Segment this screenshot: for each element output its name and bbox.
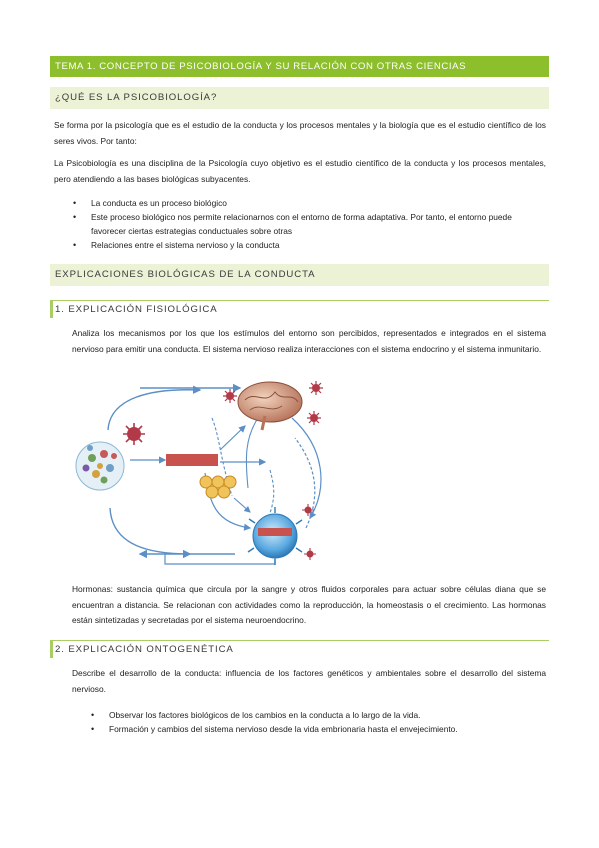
list-item xyxy=(88,708,546,722)
cytokine-icon xyxy=(302,504,316,560)
bullet-list-ontogenetica xyxy=(88,708,546,736)
arrow-icon xyxy=(292,418,321,518)
adipose-cells-icon xyxy=(200,476,236,498)
list-item xyxy=(70,238,546,252)
arrow-icon xyxy=(110,508,190,554)
arrow-icon xyxy=(234,498,250,512)
bullet-icon: • xyxy=(91,724,95,734)
paragraph-psicobiologia: La Psicobiología es una disciplina de la Psicología cuyo objetivo es el estudio científico de la conducta y los procesos mentales, pero atendiendo a las bases biológicas subyacentes. xyxy=(54,158,546,184)
section-heading-explicaciones: EXPLICACIONES BIOLÓGICAS DE LA CONDUCTA xyxy=(50,264,549,286)
list-item xyxy=(70,210,546,238)
list-item xyxy=(88,722,546,736)
subsection-heading-ontogenetica: 2. EXPLICACIÓN ONTOGENÉTICA xyxy=(50,640,549,658)
microbiota-cluster-icon xyxy=(76,442,124,490)
list-item xyxy=(70,196,546,210)
list-item-text: Relaciones entre el sistema nervioso y la conducta xyxy=(91,240,280,250)
bullet-icon: • xyxy=(91,710,95,720)
list-item-text: La conducta es un proceso biológico xyxy=(91,198,227,208)
arrow-icon xyxy=(220,426,245,450)
bullet-list-conducta xyxy=(70,196,546,252)
arrow-icon xyxy=(246,418,258,488)
page-title: TEMA 1. CONCEPTO DE PSICOBIOLOGÍA Y SU RELACIÓN CON OTRAS CIENCIAS xyxy=(50,56,549,77)
paragraph-hormonas: Hormonas: sustancia química que circula por la sangre y otros fluidos corporales para actuar sobre células diana que se encuentran a distancia. Se relacionan con actividades como la reproducción, la homeostasis o el crecimiento. Las hormonas están sintetizadas y secretadas por el sistema neuroendocrino. xyxy=(72,584,546,625)
subsection-heading-fisiologica: 1. EXPLICACIÓN FISIOLÓGICA xyxy=(50,300,549,318)
neuroendocrine-immune-diagram xyxy=(70,378,540,570)
paragraph-definicion: Se forma por la psicología que es el estudio de la conducta y los procesos mentales y la biología que es el estudio científico de los seres vivos. Por tanto: xyxy=(54,120,546,146)
list-item-text: Formación y cambios del sistema nervioso desde la vida embrionaria hasta el envejecimiento. xyxy=(109,724,458,734)
hormone-box xyxy=(166,454,218,466)
section-heading-que-es: ¿QUÉ ES LA PSICOBIOLOGÍA? xyxy=(50,87,549,109)
arrow-icon xyxy=(270,470,274,513)
brain-icon xyxy=(238,382,302,430)
list-item-text: Observar los factores biológicos de los cambios en la conducta a lo largo de la vida. xyxy=(109,710,421,720)
bullet-icon: • xyxy=(73,198,77,208)
arrow-icon xyxy=(165,554,275,564)
stress-cell-icon xyxy=(123,423,145,445)
paragraph-fisiologica: Analiza los mecanismos por los que los estímulos del entorno son percibidos, representados e integrados en el sistema nervioso para emitir una conducta. El sistema nervioso realiza interacciones con el sistema endocrino y el sistema inmunitario. xyxy=(72,328,546,354)
bullet-icon: • xyxy=(73,240,77,250)
paragraph-ontogenetica: Describe el desarrollo de la conducta: influencia de los factores genéticos y ambientales sobre el desarrollo del sistema nervioso. xyxy=(72,668,546,694)
bullet-icon: • xyxy=(73,212,77,222)
immune-cell-icon xyxy=(248,507,302,565)
list-item-text: Este proceso biológico nos permite relacionarnos con el entorno de forma adaptativa. Por tanto, el entorno puede favorecer ciertas estrategias conductuales sobre otras xyxy=(91,212,512,236)
arrow-icon xyxy=(108,390,200,430)
